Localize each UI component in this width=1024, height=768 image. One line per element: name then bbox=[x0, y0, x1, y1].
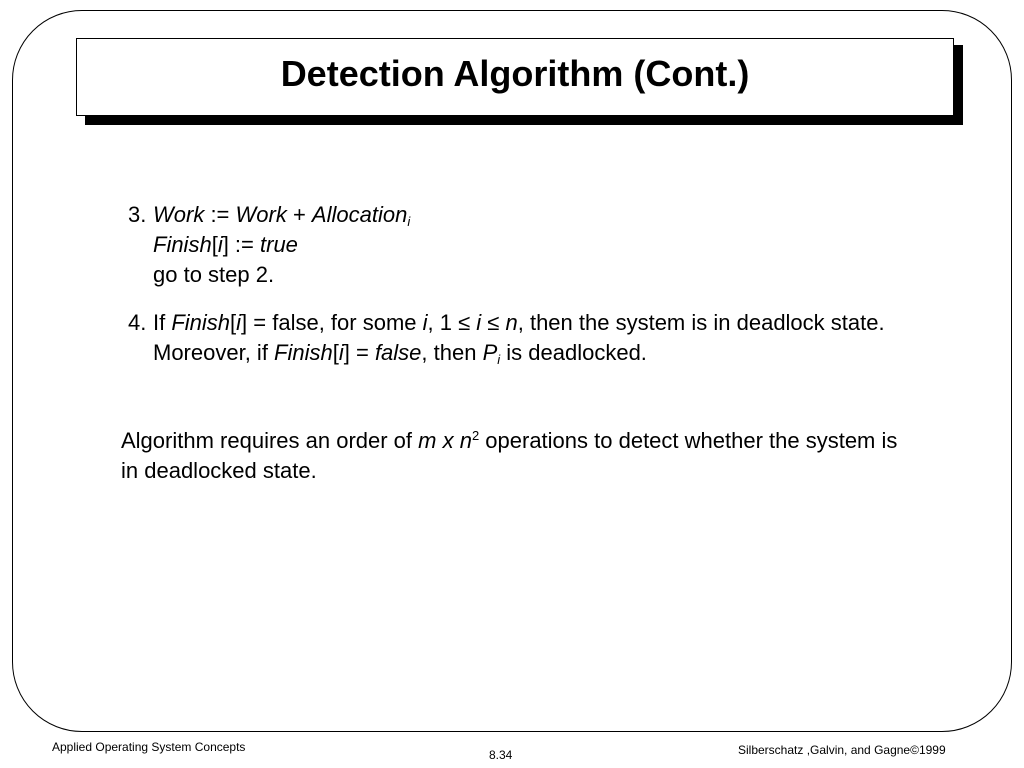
value-false: false bbox=[374, 340, 422, 365]
step-4-text: , then the system is in deadlock state. Moreover, if bbox=[153, 310, 885, 365]
step-3-line-2 bbox=[128, 230, 410, 260]
note-text: Algorithm requires an order of bbox=[121, 428, 419, 453]
complexity-note bbox=[121, 426, 901, 486]
footer-page-number: 8.34 bbox=[489, 748, 513, 762]
term-finish: Finish bbox=[171, 310, 231, 335]
term-work: Work bbox=[235, 202, 287, 227]
footer-copyright: Silberschatz ,Galvin, and Gagne©1999 bbox=[738, 743, 946, 757]
step-4-number: 4. bbox=[128, 310, 147, 335]
index-i: i bbox=[338, 340, 344, 365]
operator-assign: ] := bbox=[222, 232, 260, 257]
footer-course-title: Applied Operating System Concepts bbox=[52, 740, 246, 754]
value-true: true bbox=[260, 232, 298, 257]
term-allocation: Allocation bbox=[311, 202, 408, 227]
step-4 bbox=[128, 308, 888, 368]
step-4-text: If bbox=[153, 310, 172, 335]
step-4-text: ≤ bbox=[481, 310, 506, 335]
slide-title: Detection Algorithm (Cont.) bbox=[280, 53, 750, 94]
step-4-text: ] = false, for some bbox=[241, 310, 423, 335]
step-3-line-3: go to step 2. bbox=[153, 262, 275, 287]
superscript-2: 2 bbox=[471, 428, 480, 443]
subscript-i: i bbox=[407, 214, 411, 229]
step-4-text: , then bbox=[421, 340, 483, 365]
note-text: operations to detect whether the system is in deadlocked state. bbox=[121, 428, 898, 483]
step-3-line-1 bbox=[128, 200, 410, 230]
step-4-text: , 1 ≤ bbox=[427, 310, 477, 335]
step-3 bbox=[128, 200, 410, 290]
step-4-body bbox=[153, 308, 888, 368]
term-finish: Finish bbox=[274, 340, 333, 365]
index-i: i bbox=[217, 232, 223, 257]
index-i: i bbox=[236, 310, 242, 335]
step-3-number: 3. bbox=[128, 202, 147, 227]
subscript-i: i bbox=[497, 352, 501, 367]
term-work: Work bbox=[153, 202, 205, 227]
index-i: i bbox=[476, 310, 482, 335]
operator-plus: + bbox=[286, 202, 312, 227]
term-m-x-n: m x n bbox=[418, 428, 472, 453]
bracket-open: [ bbox=[230, 310, 237, 335]
term-p: P bbox=[482, 340, 498, 365]
operator-assign: := bbox=[204, 202, 236, 227]
bracket-open: [ bbox=[211, 232, 218, 257]
term-finish: Finish bbox=[153, 232, 212, 257]
index-i: i bbox=[422, 310, 428, 335]
step-4-text: ] = bbox=[343, 340, 375, 365]
step-4-text: is deadlocked. bbox=[500, 340, 647, 365]
term-n: n bbox=[505, 310, 518, 335]
bracket-open: [ bbox=[332, 340, 339, 365]
